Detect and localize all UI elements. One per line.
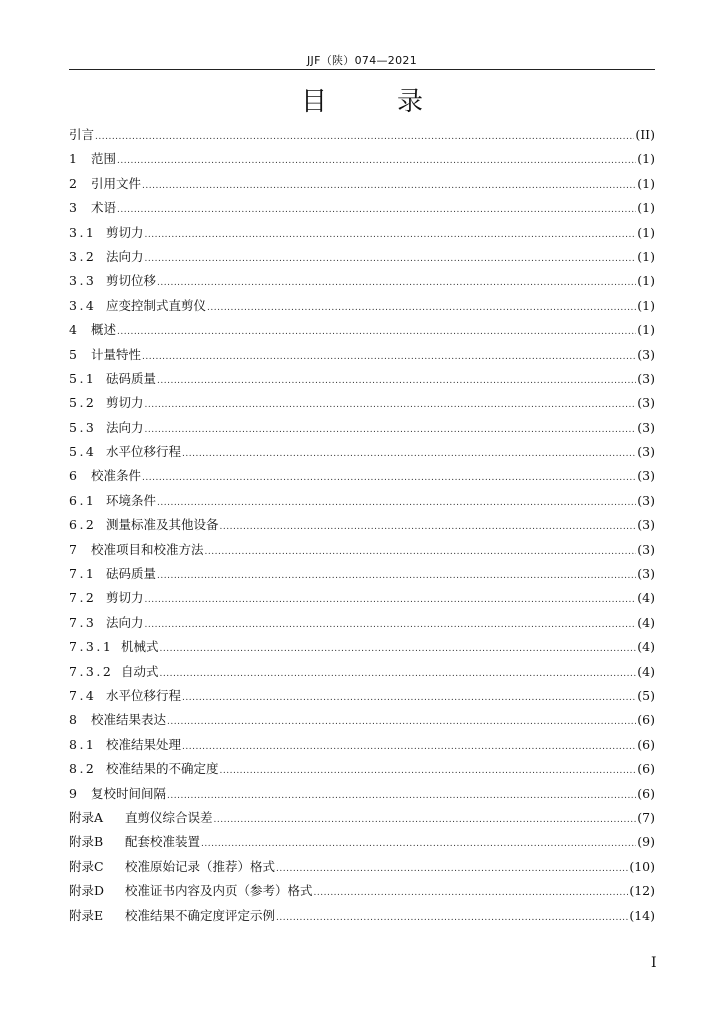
toc-entry[interactable] [69,635,655,659]
toc-leader-dots [201,832,636,856]
toc-entry-page: (3) [637,419,655,435]
toc-leader-dots [145,588,637,612]
toc-entry-number: 7.3.2 [69,663,114,679]
toc-entry-number: 3.2 [69,248,97,264]
toc-entry-title: 剪切位移 [106,273,157,289]
toc-entry-number: 附录A [69,809,104,825]
toc-entry-number: 6.1 [69,492,97,508]
toc-leader-dots [160,637,637,661]
toc-entry-number: 6.2 [69,517,97,533]
toc-entry-page: (3) [637,346,655,362]
toc-entry[interactable] [69,343,655,367]
toc-entry[interactable] [69,513,655,537]
toc-entry-number: 5.2 [69,395,97,411]
toc-entry-page: (6) [637,712,655,728]
toc-entry-page: (3) [637,468,655,484]
toc-entry-number: 6 [69,468,80,484]
toc-entry-page: (1) [637,297,655,313]
toc-entry-number: 附录E [69,907,104,923]
toc-entry-title: 配套校准装置 [125,834,201,850]
toc-leader-dots [182,442,636,466]
toc-entry[interactable] [69,440,655,464]
toc-leader-dots [205,540,637,564]
toc-entry-number: 7.3.1 [69,639,114,655]
toc-entry-page: (6) [637,761,655,777]
toc-entry[interactable] [69,196,655,220]
document-code: JJF（陕）074—2021 [306,54,417,67]
toc-leader-dots [117,198,636,222]
toc-entry-page: (3) [637,566,655,582]
toc-entry[interactable] [69,489,655,513]
toc-entry-number: 9 [69,785,80,801]
toc-entry[interactable] [69,611,655,635]
toc-entry-page: (5) [637,687,655,703]
toc-entry-page: (1) [637,248,655,264]
toc-entry-title: 应变控制式直剪仪 [106,297,207,313]
toc-entry-title: 校准结果表达 [91,712,167,728]
toc-leader-dots [276,857,628,881]
toc-entry[interactable] [69,733,655,757]
toc-entry-page: (3) [637,444,655,460]
toc-entry-page: (II) [635,127,655,142]
toc-entry[interactable] [69,464,655,488]
toc-entry-page: (3) [637,492,655,508]
toc-leader-dots [157,491,636,515]
toc-leader-dots [220,759,637,783]
toc-entry-page: (3) [637,370,655,386]
toc-entry[interactable] [69,806,655,830]
toc-entry-number: 5.1 [69,370,97,386]
toc-entry[interactable] [69,147,655,171]
toc-entry[interactable] [69,879,655,903]
toc-entry-number: 3.1 [69,224,97,240]
toc-entry-title: 机械式 [121,639,159,655]
toc-leader-dots [145,223,637,247]
toc-entry-title: 概述 [91,322,117,338]
toc-entry-title: 复校时间间隔 [91,785,167,801]
toc-leader-dots [95,125,634,149]
toc-entry-page: (1) [637,175,655,191]
toc-entry-page: (6) [637,785,655,801]
toc-entry-page: (1) [637,273,655,289]
toc-entry-title: 校准证书内容及内页（参考）格式 [125,883,313,899]
toc-leader-dots [207,296,636,320]
toc-entry-title: 法向力 [106,614,144,630]
toc-entry[interactable] [69,245,655,269]
toc-leader-dots [314,881,629,905]
toc-leader-dots [276,906,628,930]
toc-leader-dots [157,564,636,588]
page-number: I [651,955,657,971]
toc-entry-number: 8.1 [69,736,97,752]
toc-entry-title: 引用文件 [91,175,142,191]
toc-entry[interactable] [69,269,655,293]
toc-entry-title: 环境条件 [106,492,157,508]
toc-entry[interactable] [69,416,655,440]
toc-entry[interactable] [69,294,655,318]
toc-entry-title: 水平位移行程 [106,444,182,460]
toc-leader-dots [157,271,636,295]
toc-leader-dots [142,345,636,369]
toc-entry-page: (14) [629,907,655,923]
toc-entry[interactable] [69,221,655,245]
page-title: 目 录 [300,87,445,117]
toc-entry-title: 砝码质量 [106,566,157,582]
toc-entry-page: (3) [637,395,655,411]
toc-leader-dots [145,393,637,417]
toc-entry-title: 校准结果不确定度评定示例 [125,907,276,923]
toc-entry[interactable] [69,562,655,586]
toc-entry-number: 5.3 [69,419,97,435]
toc-leader-dots [145,247,637,271]
toc-leader-dots [145,418,637,442]
toc-entry-title: 范围 [91,151,117,167]
toc-entry-title: 剪切力 [106,590,144,606]
toc-entry-title: 校准项目和校准方法 [91,541,204,557]
toc-entry[interactable] [69,367,655,391]
toc-entry-page: (7) [637,809,655,825]
toc-entry[interactable] [69,538,655,562]
toc-leader-dots [142,466,636,490]
toc-entry-number: 7.3 [69,614,97,630]
toc-entry-page: (4) [637,663,655,679]
toc-entry-number: 3.4 [69,297,97,313]
toc-entry-title: 砝码质量 [106,370,157,386]
toc-entry-page: (4) [637,590,655,606]
toc-leader-dots [220,515,637,539]
toc-entry[interactable] [69,708,655,732]
toc-leader-dots [117,320,636,344]
toc-entry[interactable] [69,757,655,781]
toc-entry-title: 剪切力 [106,395,144,411]
toc-entry-title: 校准条件 [91,468,142,484]
toc-entry-number: 附录C [69,858,104,874]
toc-entry-number: 5.4 [69,444,97,460]
toc-entry[interactable] [69,855,655,879]
toc-leader-dots [182,686,636,710]
toc-entry-page: (4) [637,639,655,655]
toc-entry[interactable] [69,586,655,610]
toc-entry-page: (6) [637,736,655,752]
toc-entry-title: 法向力 [106,248,144,264]
toc-entry[interactable] [69,123,655,147]
toc-entry-number: 7.4 [69,687,97,703]
toc-entry-number: 4 [69,322,80,338]
toc-entry-number: 1 [69,151,80,167]
toc-entry-title: 自动式 [121,663,159,679]
toc-entry-title: 测量标准及其他设备 [106,517,219,533]
toc-entry-number: 8 [69,712,80,728]
toc-entry-title: 校准原始记录（推荐）格式 [125,858,276,874]
header-rule [69,69,655,70]
toc-leader-dots [117,149,636,173]
toc-leader-dots [160,662,637,686]
toc-entry-number: 5 [69,346,80,362]
toc-entry-page: (3) [637,517,655,533]
toc-entry-number: 附录D [69,883,105,899]
toc-entry-number: 3.3 [69,273,97,289]
table-of-contents [69,123,655,928]
toc-entry-page: (10) [629,858,655,874]
toc-leader-dots [182,735,636,759]
toc-entry-number: 2 [69,175,80,191]
toc-leader-dots [167,784,636,808]
toc-entry-page: (1) [637,151,655,167]
toc-entry-title: 直剪仪综合误差 [125,809,213,825]
toc-entry-page: (1) [637,200,655,216]
toc-entry[interactable] [69,660,655,684]
toc-leader-dots [214,808,637,832]
toc-entry-page: (1) [637,322,655,338]
toc-entry-number: 7 [69,541,80,557]
toc-entry-page: (1) [637,224,655,240]
toc-entry-page: (4) [637,614,655,630]
toc-entry-title: 术语 [91,200,117,216]
toc-entry-title: 剪切力 [106,224,144,240]
toc-entry-number: 3 [69,200,80,216]
toc-entry[interactable] [69,172,655,196]
toc-leader-dots [167,710,636,734]
toc-entry[interactable] [69,782,655,806]
toc-entry[interactable] [69,904,655,928]
toc-entry-title: 法向力 [106,419,144,435]
toc-entry-title: 校准结果的不确定度 [106,761,219,777]
toc-leader-dots [145,613,637,637]
toc-entry-number: 7.2 [69,590,97,606]
toc-entry[interactable] [69,391,655,415]
toc-entry[interactable] [69,830,655,854]
toc-entry-title: 引言 [69,127,95,142]
toc-entry-title: 校准结果处理 [106,736,182,752]
toc-entry-page: (12) [629,883,655,899]
toc-entry-number: 附录B [69,834,104,850]
toc-entry-title: 计量特性 [91,346,142,362]
toc-entry-number: 8.2 [69,761,97,777]
toc-entry-page: (9) [637,834,655,850]
toc-leader-dots [157,369,636,393]
toc-entry-page: (3) [637,541,655,557]
toc-leader-dots [142,174,636,198]
toc-entry[interactable] [69,318,655,342]
toc-entry[interactable] [69,684,655,708]
toc-entry-title: 水平位移行程 [106,687,182,703]
toc-entry-number: 7.1 [69,566,97,582]
